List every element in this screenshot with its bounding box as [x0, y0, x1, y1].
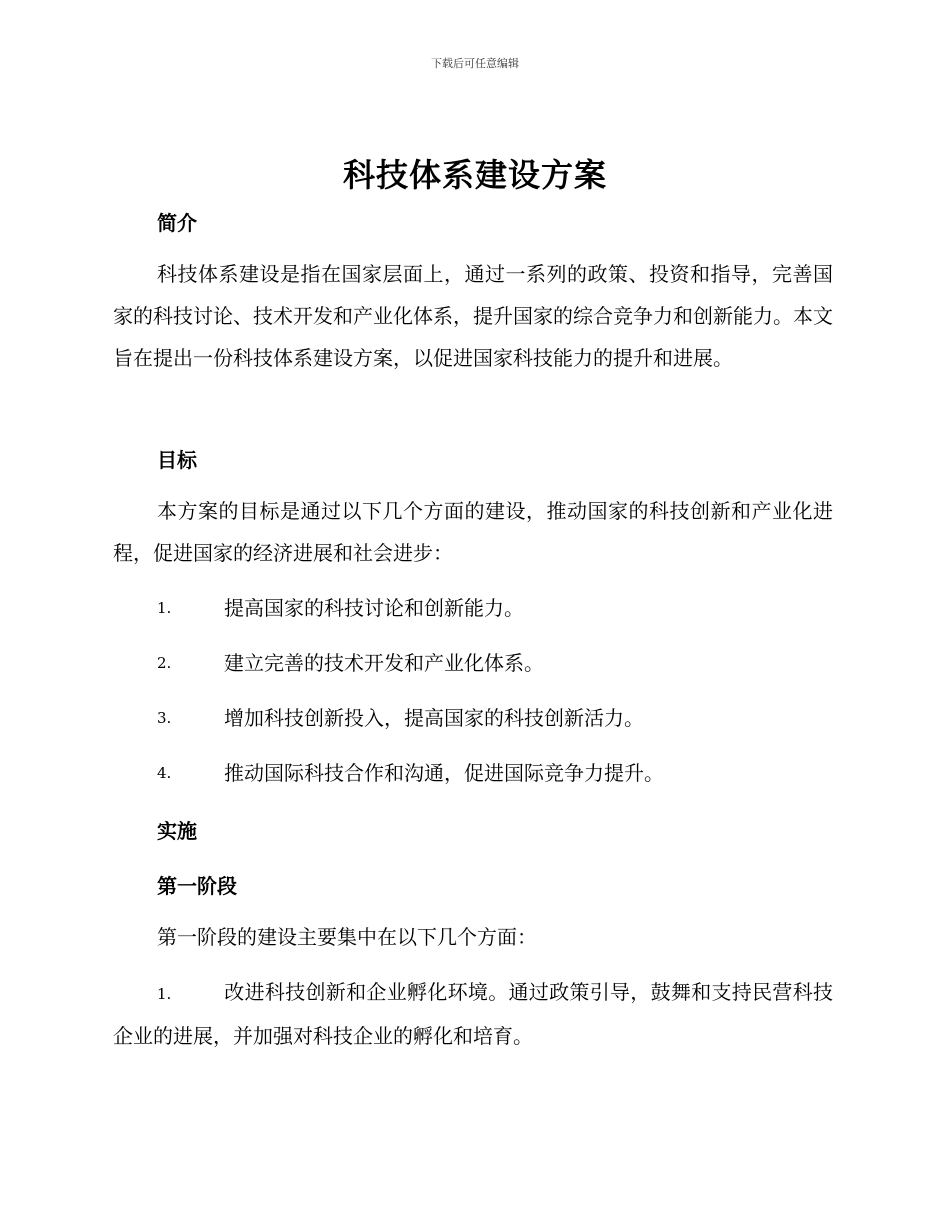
intro-paragraph: 科技体系建设是指在国家层面上，通过一系列的政策、投资和指导，完善国家的科技讨论、技术开发和产业化体系，提升国家的综合竞争力和创新能力。本文旨在提出一份科技体系建设方案，以促进国家科技能力的提升和进展。 — [113, 262, 833, 370]
document-title: 科技体系建设方案 — [342, 156, 607, 194]
list-number: 1. — [157, 985, 172, 1003]
subsection-heading-phase1: 第一阶段 — [157, 874, 237, 898]
list-number: 3. — [157, 709, 172, 727]
list-number: 1. — [157, 599, 172, 617]
list-text: 建立完善的技术开发和产业化体系。 — [224, 651, 544, 675]
page-header: 下载后可任意编辑 — [431, 57, 519, 70]
goal-paragraph: 本方案的目标是通过以下几个方面的建设，推动国家的科技创新和产业化进程，促进国家的经济进展和社会进步： — [113, 499, 833, 565]
section-heading-goal: 目标 — [157, 448, 197, 472]
list-text: 改进科技创新和企业孵化环境。通过政策引导，鼓舞和支持民营科技企业的进展，并加强对科技企业的孵化和培育。 — [113, 980, 833, 1048]
list-text: 推动国际科技合作和沟通，促进国际竞争力提升。 — [224, 761, 664, 785]
list-item — [113, 971, 833, 1057]
section-heading-intro: 简介 — [157, 211, 197, 235]
list-text: 增加科技创新投入，提高国家的科技创新活力。 — [224, 706, 644, 730]
list-number: 2. — [157, 654, 172, 672]
section-heading-implementation: 实施 — [157, 819, 197, 843]
list-text: 提高国家的科技讨论和创新能力。 — [224, 596, 524, 620]
phase1-paragraph: 第一阶段的建设主要集中在以下几个方面： — [157, 925, 537, 949]
list-number: 4. — [157, 764, 172, 782]
